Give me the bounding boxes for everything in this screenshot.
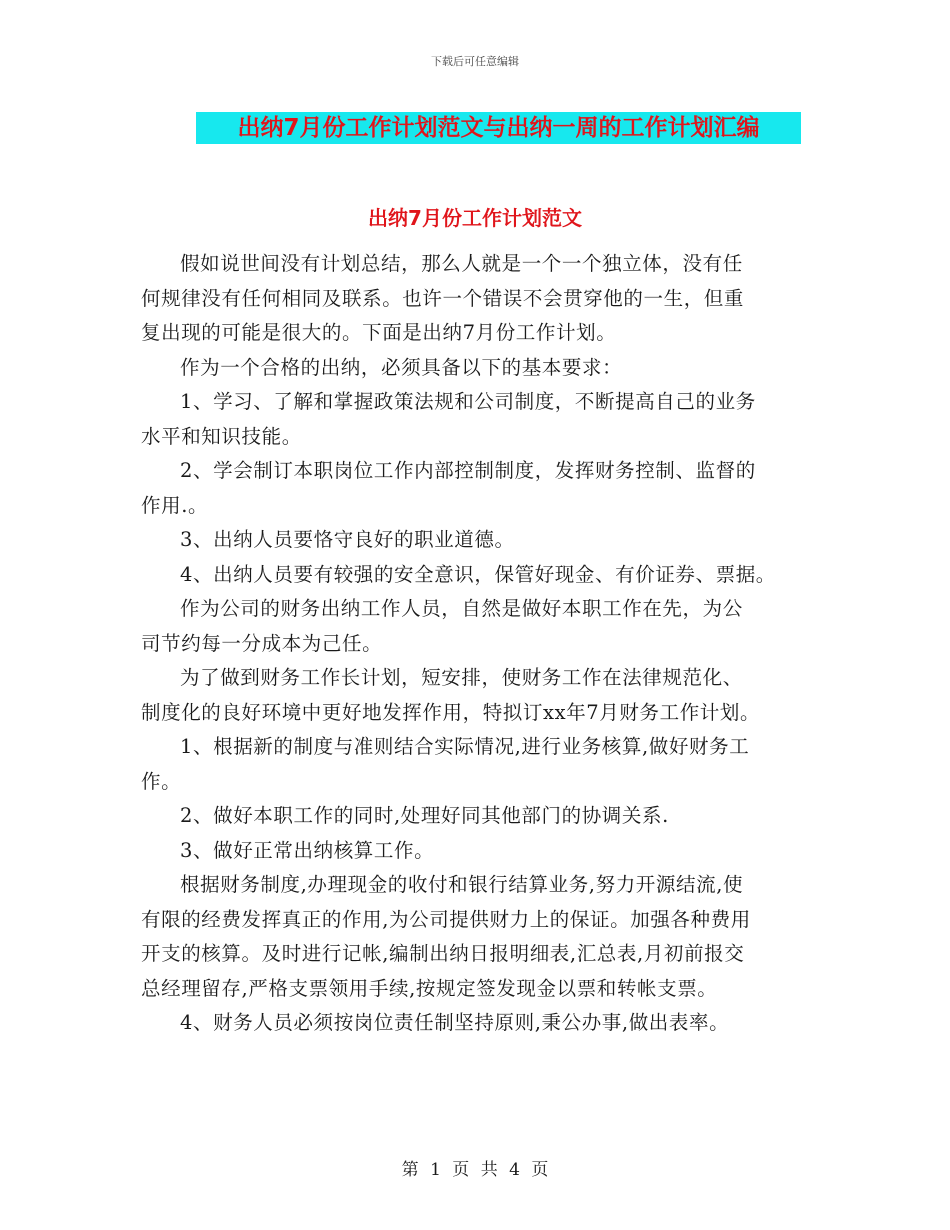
list-item: 4、出纳人员要有较强的安全意识，保管好现金、有价证券、票据。 xyxy=(180,562,776,586)
header-note: 下载后可任意编辑 xyxy=(431,55,519,68)
section-title: 出纳7月份工作计划范文 xyxy=(368,206,582,230)
list-item: 3、做好正常出纳核算工作。 xyxy=(180,838,435,862)
list-item: 1、根据新的制度与准则结合实际情况,进行业务核算,做好财务工 作。 xyxy=(141,735,750,793)
paragraph: 作为公司的财务出纳工作人员，自然是做好本职工作在先，为公 司节约每一分成本为己任。 xyxy=(141,597,743,655)
list-item: 2、做好本职工作的同时,处理好同其他部门的协调关系. xyxy=(180,804,669,827)
list-item: 4、财务人员必须按岗位责任制坚持原则,秉公办事,做出表率。 xyxy=(180,1011,730,1034)
list-item: 2、学会制订本职岗位工作内部控制制度，发挥财务控制、监督的 作用.。 xyxy=(141,459,756,517)
main-title: 出纳7月份工作计划范文与出纳一周的工作计划汇编 xyxy=(237,115,760,141)
paragraph: 假如说世间没有计划总结，那么人就是一个一个独立体，没有任 何规律没有任何相同及联系。也许一个错误不会贯穿他的一生，但重 复出现的可能是很大的。下面是出纳7月份工作计划。 xyxy=(141,252,745,344)
paragraph: 为了做到财务工作长计划，短安排，使财务工作在法律规范化、 制度化的良好环境中更好地发挥作用，特拟订xx年7月财务工作计划。 xyxy=(141,666,761,724)
paragraph: 作为一个合格的出纳，必须具备以下的基本要求： xyxy=(180,355,623,379)
list-item: 1、学习、了解和掌握政策法规和公司制度，不断提高自己的业务 水平和知识技能。 xyxy=(141,390,756,448)
main-title-highlight xyxy=(196,112,801,144)
page-footer: 第 1 页 共 4 页 xyxy=(401,1160,549,1180)
list-item: 3、出纳人员要恪守良好的职业道德。 xyxy=(180,528,515,551)
paragraph: 根据财务制度,办理现金的收付和银行结算业务,努力开源结流,使 有限的经费发挥真正的作用,为公司提供财力上的保证。加强各种费用 开支的核算。及时进行记帐,编制出纳日报明细表,汇总表,月初前报交 总经理留存,严格支票领用手续,按规定签发现金以票和转帐支票。 xyxy=(141,873,751,1000)
document-body xyxy=(141,247,809,1041)
